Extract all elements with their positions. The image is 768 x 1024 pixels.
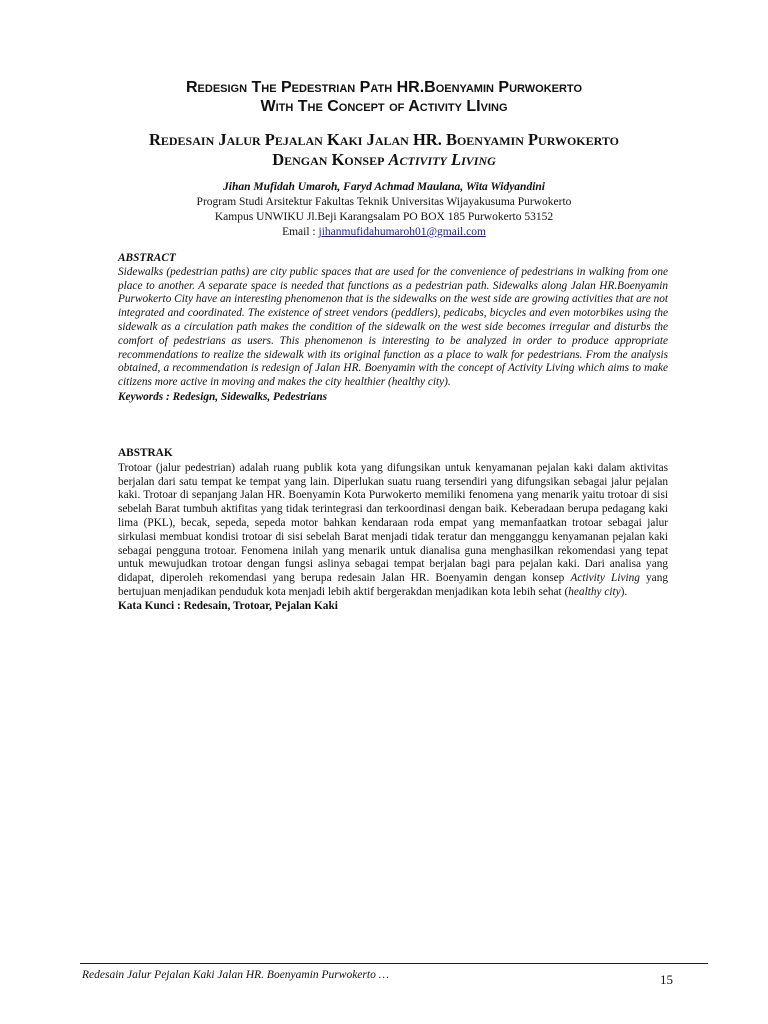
author-affiliation: Program Studi Arsitektur Fakultas Teknik Universitas Wijayakusuma Purwokerto (196, 196, 572, 208)
english-abstract (118, 252, 668, 405)
indonesian-keywords: Kata Kunci : Redesain, Trotoar, Pejalan Kaki (118, 599, 338, 612)
footer-divider (80, 963, 708, 964)
indonesian-abstract (118, 447, 668, 614)
footer-running-title: Redesain Jalur Pejalan Kaki Jalan HR. Boenyamin Purwokerto … (82, 969, 389, 981)
email-link[interactable]: jihanmufidahumaroh01@gmail.com (318, 226, 486, 238)
indonesian-abstract-body-italic-2: healthy city (568, 585, 621, 598)
english-title-line-2: With The Concept of Activity LIving (260, 98, 508, 115)
indonesian-abstract-body-part-3: ). (620, 585, 628, 598)
indonesian-title-line-1: Redesain Jalur Pejalan Kaki Jalan HR. Boenyamin Purwokerto (148, 130, 620, 149)
author-address: Kampus UNWIKU Jl.Beji Karangsalam PO BOX 185 Purwokerto 53152 (214, 211, 554, 223)
author-names: Jihan Mufidah Umaroh, Faryd Achmad Maulana, Wita Widyandini (223, 181, 545, 193)
indonesian-abstract-heading: ABSTRAK (118, 447, 173, 459)
indonesian-title-line-2-italic: Activity Living (388, 150, 496, 169)
indonesian-abstract-body (118, 462, 668, 598)
english-title-line-1: Redesign The Pedestrian Path HR.Boenyamin Purwokerto (185, 79, 583, 96)
english-keywords: Keywords : Redesign, Sidewalks, Pedestrians (118, 390, 327, 403)
author-block (80, 180, 688, 240)
english-abstract-body: Sidewalks (pedestrian paths) are city public spaces that are used for the convenience of pedestrians in walking from one place to another. A separate space is needed that functions as a pedestrian path. Sidewalks along Jalan HR.Boenyamin Purwokerto City have an interesting phenomenon that is the sidewalks on the west side are growing activities that are not integrated and coordinated. The existence of street vendors (peddlers), pedicabs, bicycles and even motorbikes using the sidewalk as a circulation path makes the condition of the sidewalk on the west side becomes irregular and disturbs the comfort of pedestrians as users. This phenomenon is interesting to be analyzed in order to produce appropriate recommendations to realize the sidewalk with its original function as a place to walk for pedestrians. From the analysis obtained, a recommendation is redesign of Jalan HR. Boenyamin with the concept of Activity Living which aims to make citizens more active in moving and makes the city healthier (healthy city). (118, 265, 668, 389)
email-label: Email : (282, 226, 319, 238)
english-title (80, 78, 688, 116)
author-email-line (80, 225, 688, 240)
indonesian-title (80, 130, 688, 170)
indonesian-abstract-body-part-1: Trotoar (jalur pedestrian) adalah ruang publik kota yang difungsikan untuk kenyamanan pejalan kaki dalam aktivitas berjalan dari satu tempat ke tempat yang lain. Diperlukan suatu ruang tersendiri yang difungsikan sebagai jalur pejalan kaki. Trotoar di sepanjang Jalan HR. Boenyamin Kota Purwokerto memiliki fenomena yang menarik yaitu trotoar di sisi sebelah Barat tumbuh aktifitas yang tidak terintegrasi dan terkoordinasi dengan baik. Keberadaan berupa pedagang kaki lima (PKL), becak, sepeda, sepeda motor bahkan kendaraan roda empat yang memanfaatkan trotoar sebagai jalur sirkulasi membuat kondisi trotoar di sisi sebelah Barat menjadi tidak teratur dan mengganggu kenyamanan pejalan kaki sebagai pengguna trotoar. Fenomena inilah yang menarik untuk dianalisa guna menghasilkan rekomendasi yang tepat untuk mewujudkan trotoar dengan fungsi aslinya sebagai tempat berjalan bagi para pejalan kaki. Dari analisa yang didapat, diperoleh rekomendasi yang berupa redesain Jalan HR. Boenyamin dengan konsep (118, 461, 668, 585)
english-abstract-heading: ABSTRACT (118, 252, 176, 264)
indonesian-title-line-2-prefix: Dengan Konsep (272, 150, 389, 169)
indonesian-abstract-body-italic-1: Activity Living (570, 572, 640, 585)
page-number: 15 (660, 972, 673, 987)
indonesian-abstract-body-part-2: yang bertujuan menjadikan penduduk kota menjadi lebih aktif bergerakdan menjadikan kota lebih sehat ( (118, 572, 668, 598)
